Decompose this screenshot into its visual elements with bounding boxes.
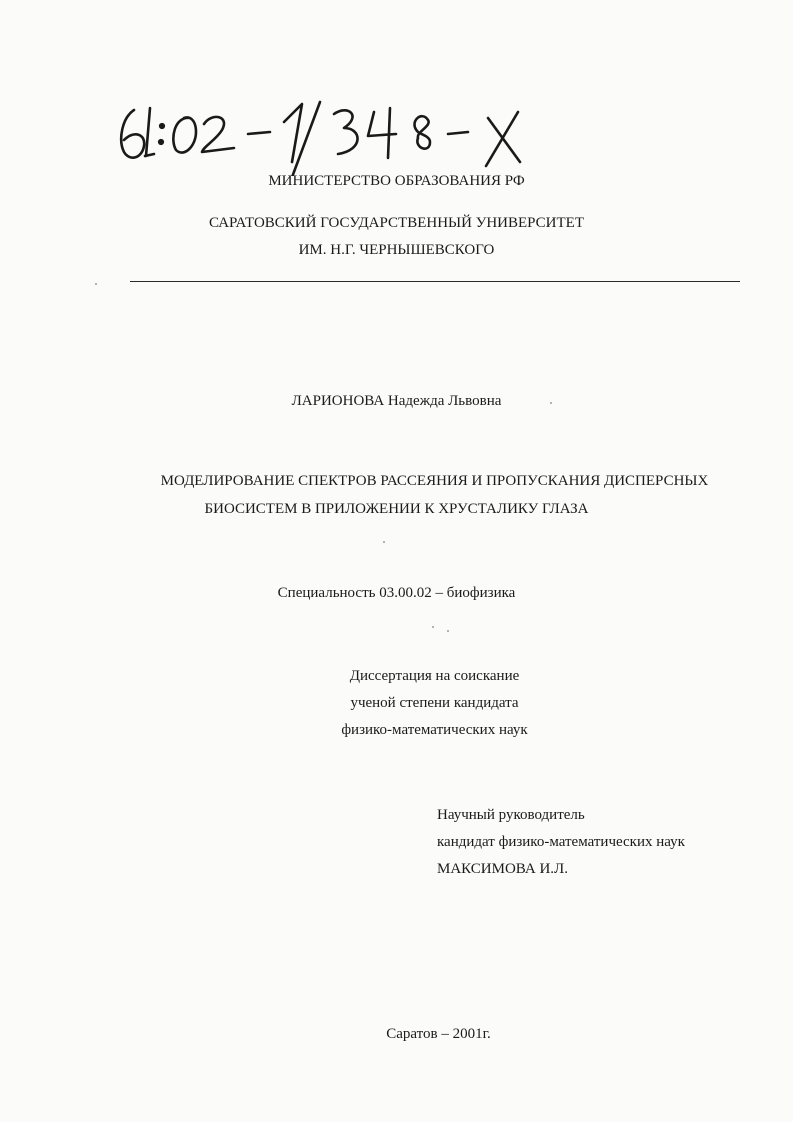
scan-speck — [383, 541, 385, 543]
supervisor-name: МАКСИМОВА И.Л. — [437, 861, 568, 877]
scan-speck — [447, 630, 449, 632]
header-divider — [130, 281, 740, 282]
university-name: САРАТОВСКИЙ ГОСУДАРСТВЕННЫЙ УНИВЕРСИТЕТ — [208, 215, 585, 231]
thesis-title-line-1: МОДЕЛИРОВАНИЕ СПЕКТРОВ РАССЕЯНИЯ И ПРОПУСКАНИЯ ДИСПЕРСНЫХ — [160, 473, 709, 489]
degree-line-2: ученой степени кандидата — [350, 695, 519, 711]
supervisor-role: Научный руководитель — [437, 807, 585, 823]
handwritten-catalog-mark — [112, 96, 532, 176]
specialty-line: Специальность 03.00.02 – биофизика — [277, 585, 516, 601]
thesis-title-line-2: БИОСИСТЕМ В ПРИЛОЖЕНИИ К ХРУСТАЛИКУ ГЛАЗА — [204, 501, 589, 517]
scan-speck — [550, 402, 552, 404]
degree-line-3: физико-математических наук — [341, 722, 528, 738]
degree-line-1: Диссертация на соискание — [349, 668, 520, 684]
author-name: ЛАРИОНОВА Надежда Львовна — [291, 393, 502, 409]
city-year: Саратов – 2001г. — [386, 1026, 491, 1042]
ministry-line: МИНИСТЕРСТВО ОБРАЗОВАНИЯ РФ — [268, 173, 525, 189]
university-honorific: ИМ. Н.Г. ЧЕРНЫШЕВСКОГО — [298, 242, 495, 258]
supervisor-rank: кандидат физико-математических наук — [437, 834, 685, 850]
scan-speck — [95, 283, 97, 285]
scan-speck — [432, 626, 434, 628]
